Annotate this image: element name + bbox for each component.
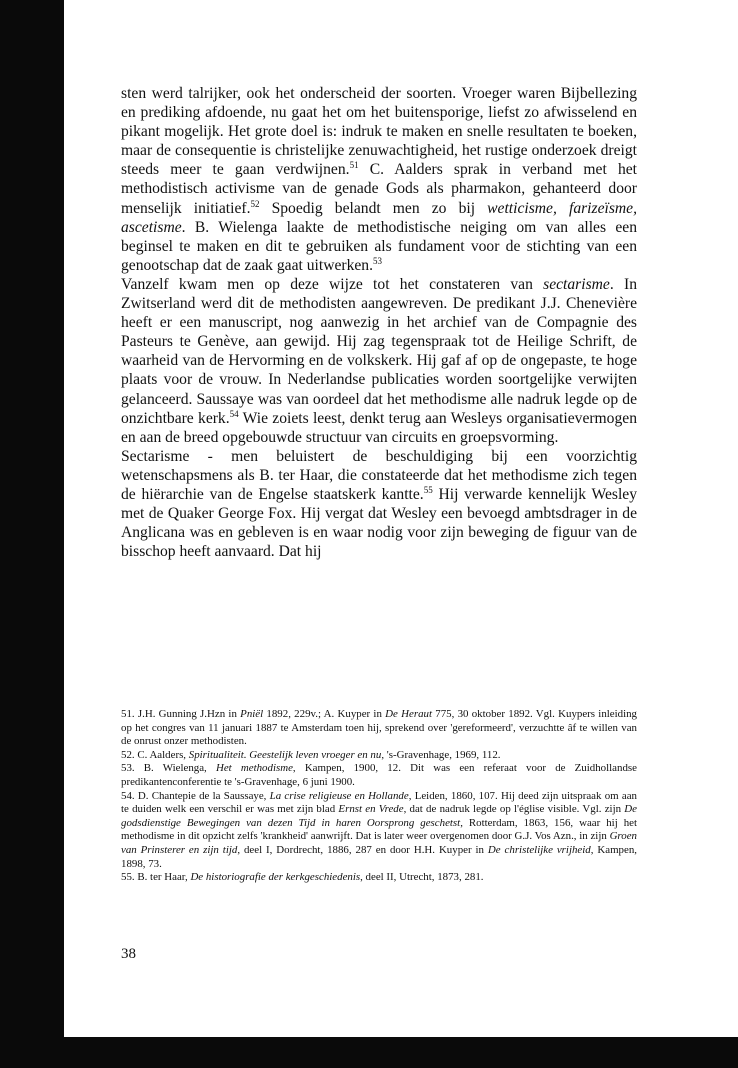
footnote-ref-55: 55 [423,484,433,495]
footnote-ref-52: 52 [250,198,260,209]
footnote-52: 52. C. Aalders, Spiritualiteit. Geestelijk leven vroeger en nu, 's-Gravenhage, 1969, 112. [121,748,501,761]
footnote-51: 51. J.H. Gunning J.Hzn in Pniël 1892, 229v.; A. Kuyper in De Heraut 775, 30 oktober 1892. Vgl. Kuypers inleiding op het congres van 11 januari 1887 te Amsterdam toen hij, sprekend over 'gereformeerd', verzuchtte âf te willen van de onrust onzer methodisten. [121,708,638,748]
footnote-ref-51: 51 [349,160,359,171]
footnote-55: 55. B. ter Haar, De historiografie der kerkgeschiedenis, deel II, Utrecht, 1873, 281. [121,871,484,884]
footnote-ref-54: 54 [229,408,239,419]
page-number: 38 [121,946,136,962]
footnote-ref-53: 53 [373,255,382,266]
body-text [121,84,637,561]
footnotes [121,708,637,885]
paragraph-2: Vanzelf kwam men op deze wijze tot het constateren van sectarisme. In Zwitserland werd dit de methodisten aangewreven. De predikant J.J. Chenevière heeft er een manuscript, nog aanwezig in het archief van de Compagnie des Pasteurs te Genève, aan gewijd. Hij zag tegenspraak tot de Heilige Schrift, de waarheid van de Hervorming en de volkskerk. Hij gaf af op de ongepaste, te hoge plaats voor de vrouw. In Nederlandse publicaties worden soortgelijke verwijten gelanceerd. Saussaye was van oordeel dat het methodisme alle nadruk legde op de onzichtbare kerk.$^{54}$ Wie zoiets leest, denkt terug aan Wesleys organisatievermogen en aan de breed opgebouwde structuur van circuits en groepsvorming. [121,275,637,446]
footnote-54: 54. D. Chantepie de la Saussaye, La crise religieuse en Hollande, Leiden, 1860, 107. Hij deed zijn uitspraak om aan te duiden welk een verschil er was met zijn blad Ernst en Vrede, dat de nadruk legde op l'église visible. Vgl. zijn De godsdienstige Bewegingen van dezen Tijd in haren Oorsprong geschetst, Rotterdam, 1863, 156, waar hij het methodisme in dit opzicht zelfs 'krankheid' aanwrijft. Dat is later weer overgenomen door G.J. Vos Azn., in zijn Groen van Prinsterer en zijn tijd, deel I, Dordrecht, 1886, 287 en door H.H. Kuyper in De christelijke vrijheid, Kampen, 1898, 73. [121,789,637,870]
footnote-53: 53. B. Wielenga, Het methodisme, Kampen, 1900, 12. Dit was een referaat voor de Zuidhollandse predikantenconferentie te 's-Gravenhage, 6 juni 1900. [121,762,637,788]
paragraph-1: sten werd talrijker, ook het onderscheid der soorten. Vroeger waren Bijbellezing en prediking afdoende, nu gaat het om het buitensporige, liefst zo afwisselend en pikant mogelijk. Het grote doel is: indruk te maken en snelle resultaten te boeken, maar de consequentie is christelijke zenuwachtigheid, het rustige onderzoek dreigt steeds meer te gaan verdwijnen.$^{51}$ C. Aalders sprak in verband met het methodistisch activisme van de genade Gods als pharmakon, gehanteerd door menselijk initiatief.$^{52}$ Spoedig belandt men zo bij wetticisme, farizeïsme, ascetisme. B. Wielenga laakte de methodistische neiging om van alles een beginsel te maken en dit te gebruiken als fundament voor de stichting van een genootschap dat de zaak gaat uitwerken.$^{53}$ [121,85,637,274]
paragraph-3: Sectarisme - men beluistert de beschuldiging bij een voorzichtig wetenschapsmens als B. ter Haar, die constateerde dat het methodisme zich tegen de hiërarchie van de Engelse staatskerk kantte.$^{55}$ Hij verwarde kennelijk Wesley met de Quaker George Fox. Hij vergat dat Wesley een bevoegd ambtsdrager in de Anglicana was en gebleven is en waar nodig voor zijn beweging de figuur van de bisschop heeft aanvaard. Dat hij [121,447,637,561]
scan-border-bottom [0,1037,738,1068]
scan-border-left [0,0,64,1068]
